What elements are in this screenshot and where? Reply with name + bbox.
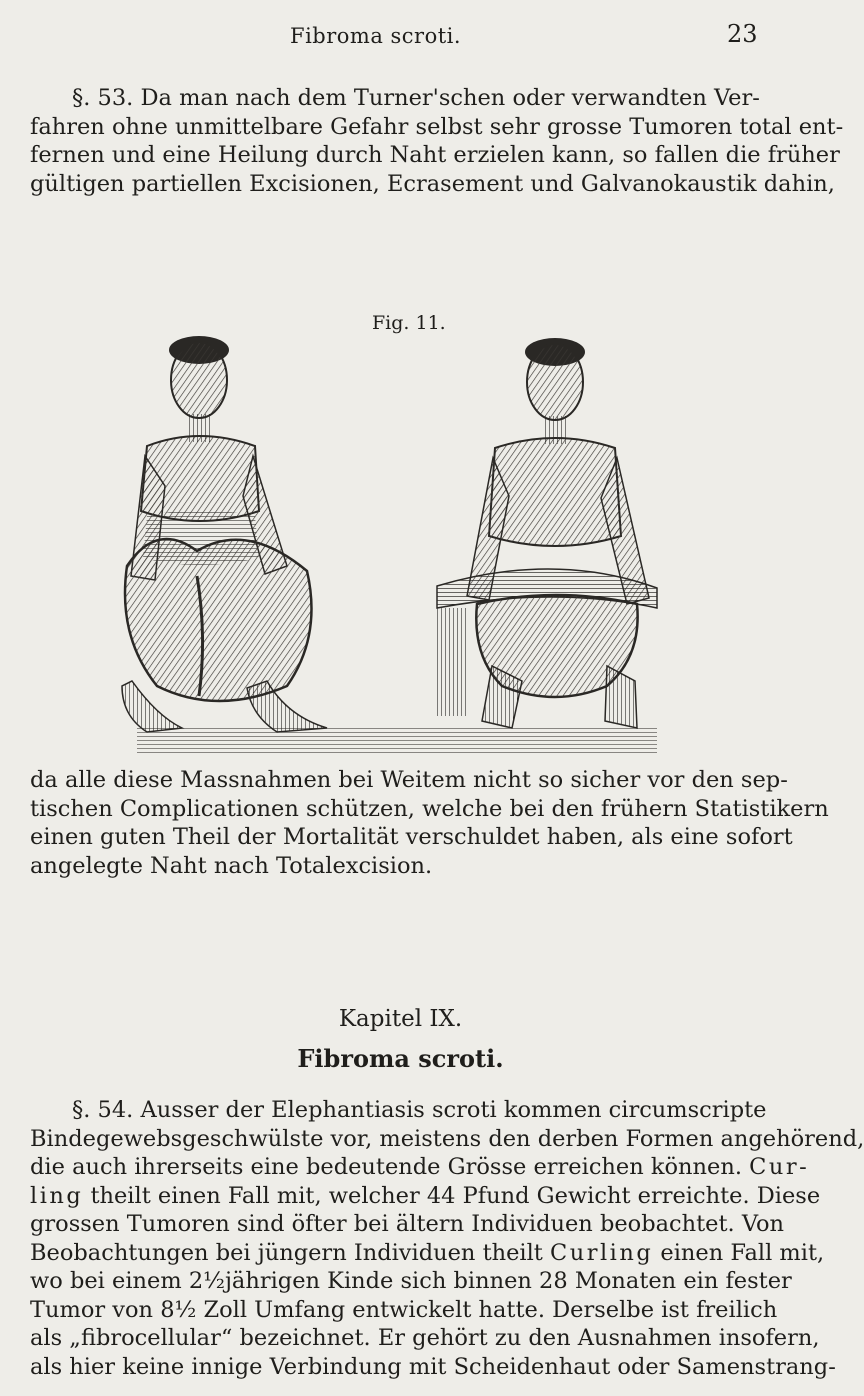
text-line: als „fibrocellular“ bezeichnet. Er gehört zu den Ausnahmen insofern, (30, 1325, 820, 1351)
author-name: Curling (550, 1239, 654, 1266)
running-title: Fibroma scroti. (290, 24, 462, 48)
author-name: ling (30, 1182, 84, 1209)
text-line: wo bei einem 2½jährigen Kinde sich binnen 28 Monaten ein fester (30, 1268, 792, 1294)
paragraph-continued (30, 766, 829, 880)
text-line: als hier keine innige Verbindung mit Scheidenhaut oder Samenstrang- (30, 1353, 836, 1380)
text-line: fahren ohne unmittelbare Gefahr selbst sehr grosse Tumoren total ent- (30, 113, 844, 140)
text-line: tischen Complicationen schützen, welche bei den frühern Statistikern (30, 795, 829, 822)
ground-lines (137, 728, 657, 754)
right-patient-figure (437, 338, 657, 728)
author-name: Cur- (749, 1154, 810, 1180)
chapter-title: Fibroma scroti. (297, 1044, 504, 1073)
text-segment: Beobachtungen bei jüngern Individuen theilt (30, 1239, 551, 1266)
running-head (0, 16, 801, 56)
engraving-figure (137, 336, 657, 756)
text-line: da alle diese Massnahmen bei Weitem nicht so sicher vor den sep- (30, 767, 788, 793)
text-segment: einen Fall mit, (653, 1239, 825, 1266)
text-line (30, 1153, 810, 1182)
text-segment: die auch ihrerseits eine bedeutende Grösse erreichen können. (30, 1154, 750, 1180)
figure-label: Fig. 11. (372, 312, 446, 334)
text-line: §. 54. Ausser der Elephantiasis scroti kommen circumscripte (72, 1097, 767, 1123)
chapter-number: Kapitel IX. (338, 1006, 463, 1032)
text-line: grossen Tumoren sind öfter bei ältern Individuen beobachtet. Von (30, 1211, 785, 1237)
text-line: §. 53. Da man nach dem Turner'schen oder verwandten Ver- (72, 85, 760, 111)
paragraph-54 (30, 1096, 864, 1381)
text-line: einen guten Theil der Mortalität verschuldet haben, als eine sofort (30, 824, 793, 850)
paragraph-53 (30, 84, 844, 198)
text-line: Bindegewebsgeschwülste vor, meistens den derben Formen angehörend, (30, 1125, 864, 1152)
text-line (30, 1239, 825, 1268)
text-line: angelegte Naht nach Totalexcision. (30, 852, 433, 879)
text-line: gültigen partiellen Excisionen, Ecrasement und Galvanokaustik dahin, (30, 170, 835, 197)
page-number: 23 (727, 20, 758, 48)
text-line: Tumor von 8½ Zoll Umfang entwickelt hatte. Derselbe ist freilich (30, 1296, 778, 1323)
text-line (30, 1182, 821, 1211)
text-segment: theilt einen Fall mit, welcher 44 Pfund Gewicht erreichte. Diese (83, 1182, 821, 1209)
text-line: fernen und eine Heilung durch Naht erzielen kann, so fallen die früher (30, 142, 840, 168)
left-patient-figure (122, 336, 327, 732)
